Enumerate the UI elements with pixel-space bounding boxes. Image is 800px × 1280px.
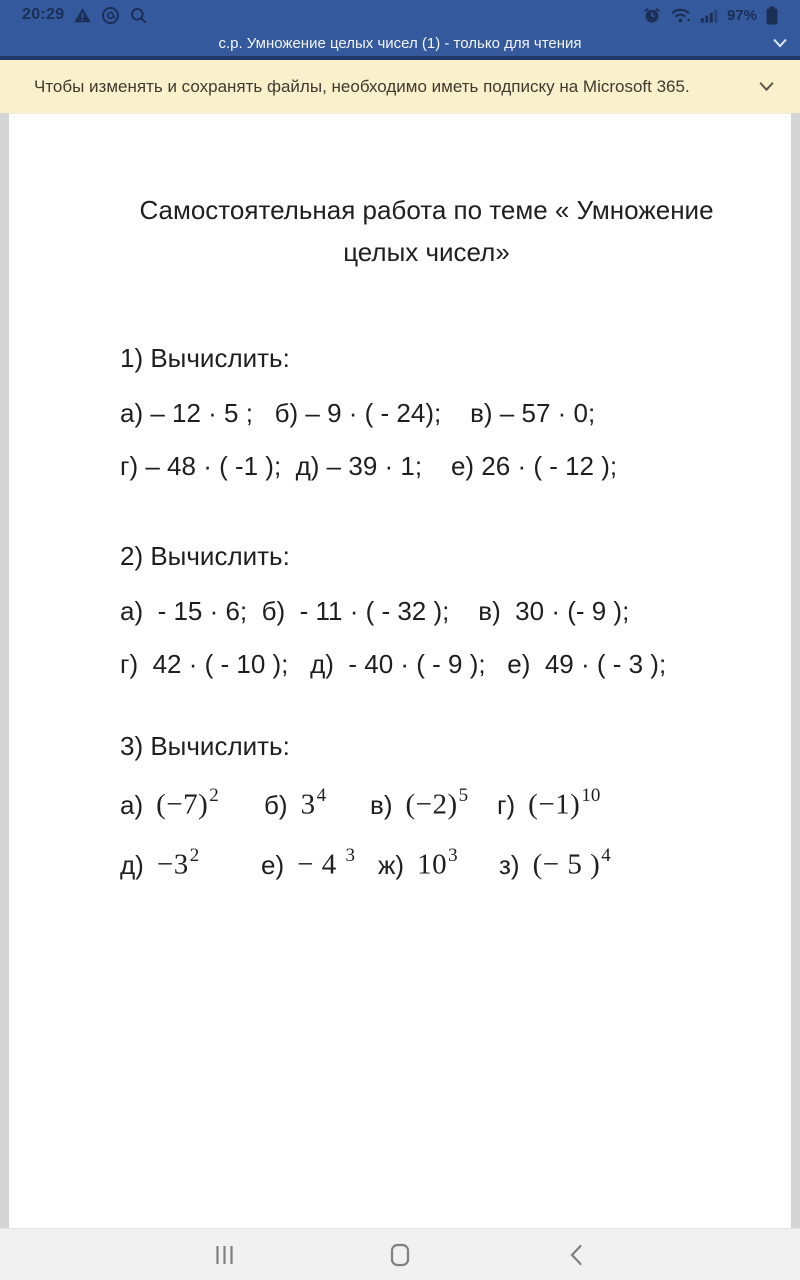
subscription-banner-text: Чтобы изменять и сохранять файлы, необходимо иметь подписку на Microsoft 365. <box>34 76 690 96</box>
subscription-banner[interactable] <box>0 60 800 113</box>
battery-icon <box>766 6 778 25</box>
circled-at-icon <box>101 6 120 25</box>
status-bar <box>0 0 800 30</box>
section-3 <box>120 732 733 883</box>
section-2-line-2: г) 42 · ( - 10 ); д) - 40 · ( - 9 ); е) 49 · ( - 3 ); <box>120 649 667 679</box>
section-3-heading: 3) Вычислить: <box>120 731 290 761</box>
wifi-icon <box>670 6 691 24</box>
section-2-heading: 2) Вычислить: <box>120 541 290 571</box>
title-chevron-down-icon[interactable] <box>760 37 800 49</box>
alarm-icon <box>643 6 661 24</box>
back-button[interactable] <box>544 1233 608 1277</box>
warning-icon <box>73 6 92 25</box>
math-problem: в) $(-2)^5$ <box>370 785 469 821</box>
banner-chevron-down-icon[interactable] <box>746 80 786 93</box>
section-1 <box>120 344 733 480</box>
section-1-line-1: а) – 12 · 5 ; б) – 9 · ( - 24); в) – 57 · 0; <box>120 398 596 428</box>
signal-icon <box>700 7 718 24</box>
status-bar-right <box>643 6 778 25</box>
search-icon <box>129 6 148 25</box>
math-problem: г) $(-1)^{10}$ <box>497 785 601 821</box>
worksheet-title: Самостоятельная работа по теме « Умножение целых чисел» <box>139 195 714 267</box>
status-bar-left <box>22 6 148 25</box>
section-3-row-2 <box>120 847 733 883</box>
home-button[interactable] <box>368 1233 432 1277</box>
section-3-row-1 <box>120 787 733 823</box>
document-page[interactable] <box>9 113 791 1228</box>
math-problem: б) $3^4$ <box>264 785 327 821</box>
recents-button[interactable] <box>192 1233 256 1277</box>
math-problem: з) (− 5 )$^4$ <box>499 845 611 881</box>
section-2-line-1: а) - 15 · 6; б) - 11 · ( - 32 ); в) 30 · (- 9 ); <box>120 596 630 626</box>
document-canvas[interactable] <box>0 113 800 1228</box>
clock-text: 20:29 <box>22 6 65 23</box>
document-title-bar-text: с.р. Умножение целых чисел (1) - только для чтения <box>218 34 582 52</box>
section-1-line-2: г) – 48 · ( -1 ); д) – 39 · 1; е) 26 · ( - 12 ); <box>120 451 618 481</box>
android-nav-bar <box>0 1228 800 1280</box>
title-bar[interactable] <box>0 30 800 56</box>
math-problem: е) − 4 $^3$ <box>261 845 355 881</box>
section-1-heading: 1) Вычислить: <box>120 343 290 373</box>
section-2 <box>120 542 733 678</box>
math-problem: ж) $10^3$ <box>378 845 458 881</box>
math-problem: а) $(-7)^2$ <box>120 785 219 821</box>
math-problem: $д) -3^2$ <box>120 845 200 881</box>
battery-percent-text: 97% <box>726 6 757 24</box>
